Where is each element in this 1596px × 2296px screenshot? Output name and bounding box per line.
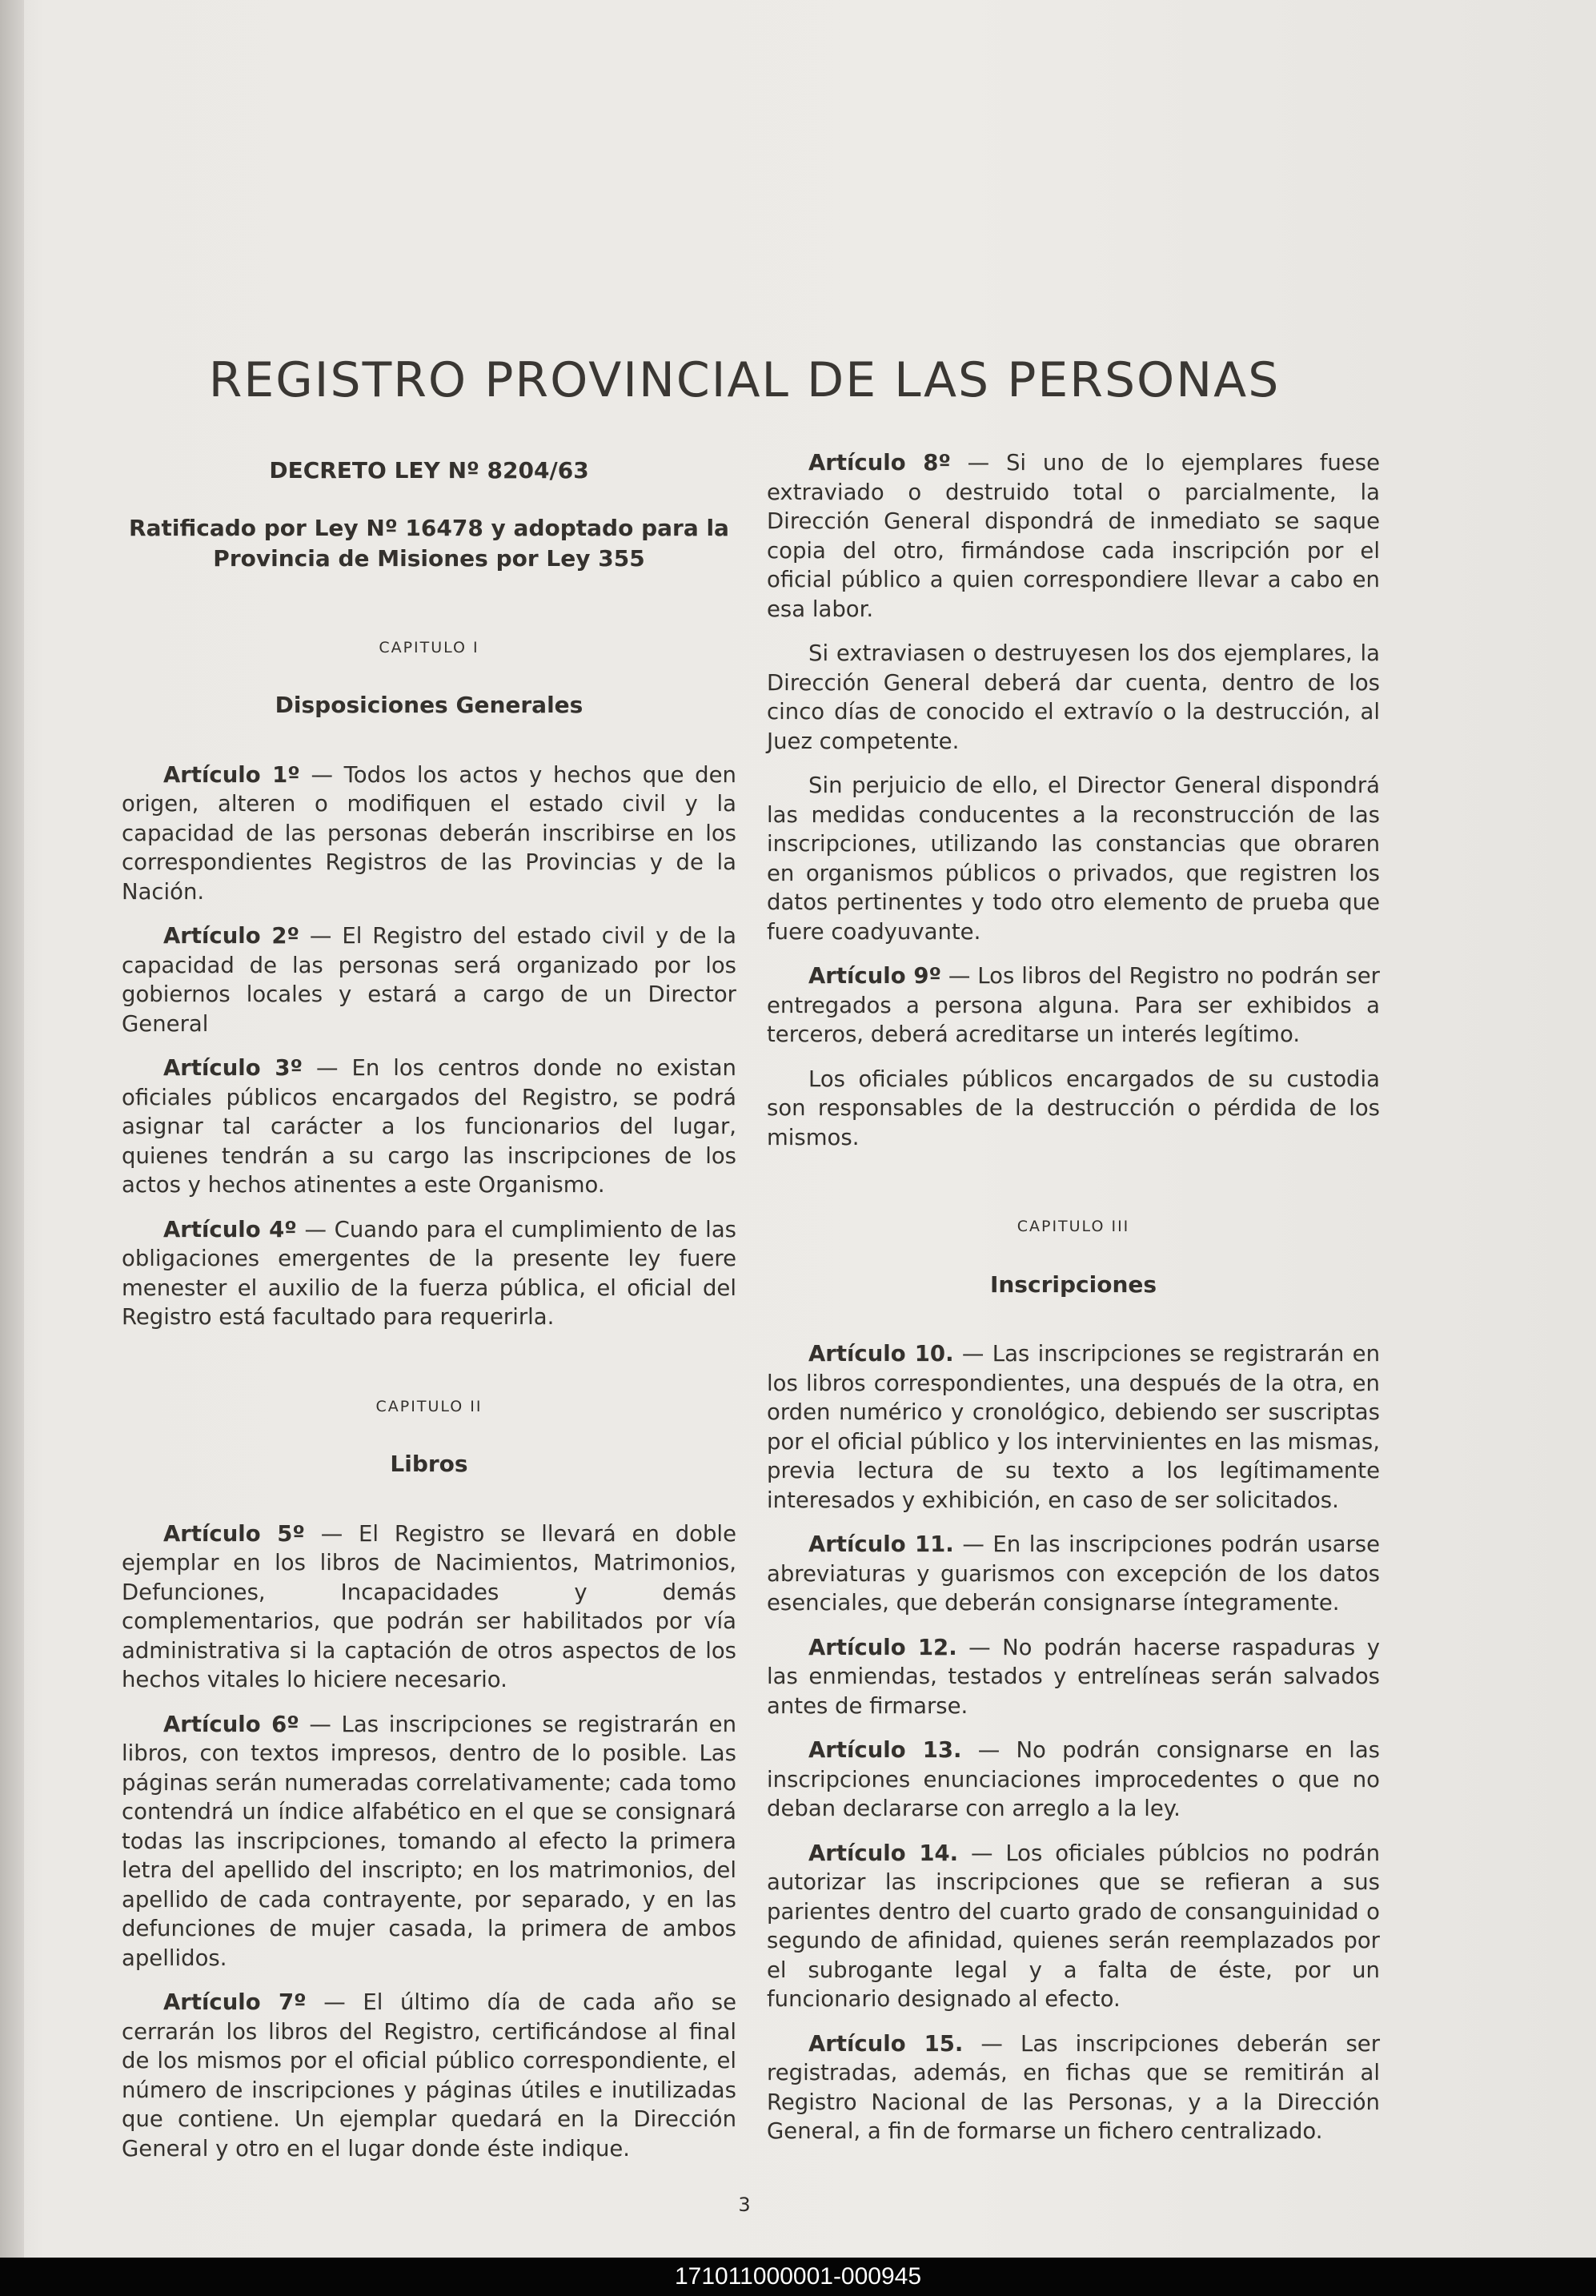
chapter-spacer — [767, 1167, 1380, 1212]
article-10-label: Artículo 10. — [808, 1341, 954, 1367]
article-5 — [122, 1519, 736, 1695]
article-5-text: — El Registro se llevará en doble ejemplar en los libros de Nacimientos, Matrimonios, Defunciones, Incapacidades y demás complementarios, que podrán ser habilitados por vía administrativa si la captación de otros aspectos de los hechos vitales lo hiciere necesario. — [122, 1520, 736, 1692]
article-8-text: — Si uno de lo ejemplares fuese extraviado o destruido total o parcialmente, la Dirección General dispondrá de inmediato se saque copia del otro, firmándose cada inscripción por el oficial público a quien correspondiere llevar a cabo en esa labor. — [767, 450, 1380, 622]
article-2 — [122, 921, 736, 1038]
article-15 — [767, 2029, 1380, 2146]
scan-id-footer: 171011000001-000945 — [0, 2258, 1596, 2296]
article-4-label: Artículo 4º — [163, 1216, 297, 1242]
chapter-2-label: CAPITULO II — [375, 1397, 483, 1415]
page-number: 3 — [738, 2194, 751, 2216]
article-7 — [122, 1988, 736, 2163]
ratification-heading: Ratificado por Ley Nº 16478 y adoptado para la Provincia de Misiones por Ley 355 — [129, 514, 729, 572]
article-5-label: Artículo 5º — [163, 1520, 305, 1547]
article-1-label: Artículo 1º — [163, 761, 300, 788]
article-13-text: — No podrán consignarse en las inscripciones enunciaciones improcedentes o que no deban declararse con arreglo a la ley. — [767, 1737, 1381, 1821]
article-11 — [767, 1530, 1380, 1618]
article-3-label: Artículo 3º — [163, 1055, 303, 1081]
article-9-paragraph-2: Los oficiales públicos encargados de su custodia son responsables de la destrucción o pérdida de los mismos. — [767, 1066, 1380, 1150]
article-11-label: Artículo 11. — [808, 1531, 954, 1557]
article-14-text: — Los oficiales públcios no podrán autorizar las inscripciones que se refieran a sus parientes dentro del cuarto grado de consanguinidad o segundo de afinidad, quienes serán reemplazados por el subrogante legal y a falta de éste, por un funcionario designado al efecto. — [767, 1840, 1381, 2012]
article-4-text: — Cuando para el cumplimiento de las obligaciones emergentes de la presente ley fuere menester el auxilio de la fuerza pública, el oficial del Registro está facultado para requerirla. — [122, 1216, 737, 1330]
right-column — [767, 448, 1380, 2162]
article-6 — [122, 1710, 736, 1973]
article-12-text: — No podrán hacerse raspaduras y las enmiendas, testados y entrelíneas serán salvados antes de firmarse. — [767, 1634, 1380, 1719]
article-9-label: Artículo 9º — [808, 963, 941, 989]
chapter-2-title: Libros — [390, 1451, 468, 1477]
article-10-text: — Las inscripciones se registrarán en los libros correspondientes, una después de la otra, en orden numérico y cronológico, debiendo ser suscriptas por el oficial público y los intervinientes en las mismas, previa lectura de su texto a los legítimamente interesados y exhibición, en caso de ser solicitados. — [767, 1341, 1381, 1513]
chapter-1-title: Disposiciones Generales — [275, 692, 583, 718]
page-title: REGISTRO PROVINCIAL DE LAS PERSONAS — [208, 352, 1281, 409]
chapter-1-label: CAPITULO I — [379, 638, 479, 656]
article-14 — [767, 1839, 1380, 2014]
article-6-text: — Las inscripciones se registrarán en libros, con textos impresos, dentro de lo posible. Las páginas serán numeradas correlativamente; cada tomo contendrá un índice alfabético en el que se consignará todas las inscripciones, tomando al efecto la primera letra del apellido del inscripto; en los matrimonios, del apellido de cada contrayente, por separado, y en las defunciones de mujer casada, la primera de ambos apellidos. — [122, 1711, 736, 1971]
article-2-text: — El Registro del estado civil y de la capacidad de las personas será organizado por los gobiernos locales y estará a cargo de un Director General — [122, 923, 736, 1037]
article-13 — [767, 1736, 1380, 1824]
article-7-label: Artículo 7º — [163, 1989, 307, 2015]
article-1 — [122, 761, 736, 907]
article-8-paragraph-3: Sin perjuicio de ello, el Director General dispondrá las medidas conducentes a la reconstrucción de las inscripciones, utilizando las constancias que obraren en organismos públicos o privados, que registren los datos pertinentes y todo otro elemento de prueba que fuere coadyuvante. — [767, 773, 1380, 945]
article-1-text: — Todos los actos y hechos que den origen, alteren o modifiquen el estado civil y la capacidad de las personas deberán inscribirse en los correspondientes Registros de las Provincias y de la Nación. — [122, 761, 736, 905]
chapter-spacer — [122, 1347, 736, 1392]
article-3-text: — En los centros donde no existan oficiales públicos encargados del Registro, se podrá asignar tal carácter a los funcionarios del lugar, quienes tendrán a su cargo las inscripciones de los actos y hechos atinentes a este Organismo. — [122, 1055, 736, 1198]
article-6-label: Artículo 6º — [163, 1711, 299, 1737]
article-12 — [767, 1633, 1380, 1721]
article-14-label: Artículo 14. — [808, 1840, 959, 1866]
article-8 — [767, 448, 1380, 624]
article-4 — [122, 1215, 736, 1332]
article-8-paragraph-2: Si extraviasen o destruyesen los dos ejemplares, la Dirección General deberá dar cuenta, dentro de los cinco días de conocido el extravío o la destrucción, al Juez competente. — [767, 640, 1380, 754]
article-13-label: Artículo 13. — [808, 1737, 962, 1763]
article-9-text: — Los libros del Registro no podrán ser entregados a persona alguna. Para ser exhibidos a terceros, deberá acreditarse un interés legítimo. — [767, 963, 1380, 1047]
article-11-text: — En las inscripciones podrán usarse abreviaturas y guarismos con excepción de los datos esenciales, que deberán consignarse íntegramente. — [767, 1531, 1380, 1616]
article-7-text: — El último día de cada año se cerrarán los libros del Registro, certificándose al final de los mismos por el oficial público correspondiente, el número de inscripciones y páginas útiles e inutilizadas que contiene. Un ejemplar quedará en la Dirección General y otro en el lugar donde éste indique. — [122, 1989, 736, 2162]
article-2-label: Artículo 2º — [163, 923, 300, 949]
chapter-3-title: Inscripciones — [989, 1270, 1157, 1298]
article-15-text: — Las inscripciones deberán ser registradas, además, en fichas que se remitirán al Registro Nacional de las Personas, y a la Dirección General, a fin de formarse un fichero centralizado. — [767, 2030, 1381, 2144]
article-3 — [122, 1054, 736, 1200]
chapter-3-label: CAPITULO III — [1017, 1218, 1130, 1235]
article-9 — [767, 961, 1380, 1050]
article-12-label: Artículo 12. — [808, 1634, 957, 1660]
decree-heading: DECRETO LEY Nº 8204/63 — [269, 457, 589, 484]
article-8-label: Artículo 8º — [808, 450, 951, 476]
article-15-label: Artículo 15. — [808, 2030, 964, 2057]
left-column — [122, 448, 736, 2178]
article-10 — [767, 1339, 1380, 1515]
page-spine-shadow — [0, 0, 24, 2258]
